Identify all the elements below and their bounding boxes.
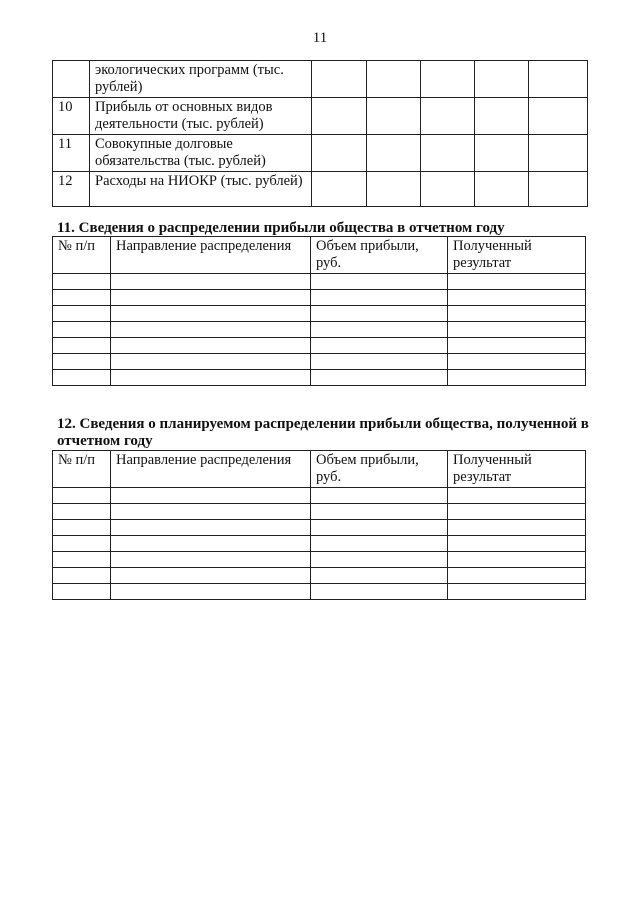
row-label: Прибыль от основных видов деятельности (тыс. рублей) xyxy=(90,98,312,135)
empty-cell xyxy=(111,290,311,306)
empty-cell xyxy=(111,520,311,536)
profit-distribution-table xyxy=(52,236,586,386)
planned-profit-distribution-table xyxy=(52,450,586,600)
empty-cell xyxy=(311,354,448,370)
col-header-result: Полученный результат xyxy=(448,237,586,274)
row-label: экологических программ (тыс. рублей) xyxy=(90,61,312,98)
table-row xyxy=(53,354,586,370)
value-cell xyxy=(529,135,588,172)
empty-cell xyxy=(448,520,586,536)
value-cell xyxy=(367,172,421,207)
page-number: 11 xyxy=(312,30,328,46)
empty-cell xyxy=(53,504,111,520)
table-row xyxy=(53,520,586,536)
empty-cell xyxy=(111,536,311,552)
empty-cell xyxy=(448,488,586,504)
section-12-title: 12. Сведения о планируемом распределении прибыли общества, полученной в отчетном году xyxy=(57,416,589,449)
empty-cell xyxy=(311,552,448,568)
value-cell xyxy=(312,98,367,135)
empty-cell xyxy=(111,274,311,290)
empty-cell xyxy=(448,552,586,568)
empty-cell xyxy=(448,338,586,354)
value-cell xyxy=(421,61,475,98)
empty-cell xyxy=(53,568,111,584)
empty-cell xyxy=(448,354,586,370)
empty-cell xyxy=(111,568,311,584)
empty-cell xyxy=(53,354,111,370)
empty-cell xyxy=(311,274,448,290)
table-row xyxy=(53,290,586,306)
empty-cell xyxy=(53,520,111,536)
value-cell xyxy=(529,98,588,135)
empty-cell xyxy=(53,370,111,386)
table-row xyxy=(53,306,586,322)
col-header-result: Полученный результат xyxy=(448,451,586,488)
empty-cell xyxy=(111,370,311,386)
empty-cell xyxy=(111,584,311,600)
empty-cell xyxy=(53,274,111,290)
empty-cell xyxy=(53,488,111,504)
empty-cell xyxy=(53,536,111,552)
empty-cell xyxy=(311,488,448,504)
empty-cell xyxy=(448,322,586,338)
value-cell xyxy=(312,172,367,207)
section-11-title: 11. Сведения о распределении прибыли общества в отчетном году xyxy=(57,220,505,236)
col-header-profit-volume: Объем прибыли, руб. xyxy=(311,237,448,274)
value-cell xyxy=(367,61,421,98)
empty-cell xyxy=(448,536,586,552)
table-row xyxy=(53,338,586,354)
empty-cell xyxy=(311,306,448,322)
table-row xyxy=(53,274,586,290)
empty-cell xyxy=(448,370,586,386)
empty-cell xyxy=(53,552,111,568)
empty-cell xyxy=(448,584,586,600)
empty-cell xyxy=(311,568,448,584)
table-row xyxy=(53,370,586,386)
table-row xyxy=(53,322,586,338)
empty-cell xyxy=(111,504,311,520)
table-row xyxy=(53,584,586,600)
table-row xyxy=(53,536,586,552)
empty-cell xyxy=(448,568,586,584)
empty-cell xyxy=(448,504,586,520)
empty-cell xyxy=(111,488,311,504)
empty-cell xyxy=(53,584,111,600)
empty-cell xyxy=(53,290,111,306)
value-cell xyxy=(475,135,529,172)
empty-cell xyxy=(311,584,448,600)
empty-cell xyxy=(311,536,448,552)
value-cell xyxy=(367,135,421,172)
table-row xyxy=(53,135,588,172)
row-number: 12 xyxy=(53,172,90,207)
value-cell xyxy=(475,98,529,135)
value-cell xyxy=(312,61,367,98)
empty-cell xyxy=(53,322,111,338)
value-cell xyxy=(421,98,475,135)
empty-cell xyxy=(311,322,448,338)
value-cell xyxy=(529,172,588,207)
empty-cell xyxy=(311,520,448,536)
empty-cell xyxy=(111,338,311,354)
indicators-table xyxy=(52,60,588,207)
empty-cell xyxy=(448,290,586,306)
row-label: Расходы на НИОКР (тыс. рублей) xyxy=(90,172,312,207)
value-cell xyxy=(421,172,475,207)
value-cell xyxy=(367,98,421,135)
empty-cell xyxy=(448,306,586,322)
empty-cell xyxy=(111,552,311,568)
table-row xyxy=(53,488,586,504)
empty-cell xyxy=(311,338,448,354)
value-cell xyxy=(529,61,588,98)
empty-cell xyxy=(448,274,586,290)
col-header-profit-volume: Объем прибыли, руб. xyxy=(311,451,448,488)
table-row xyxy=(53,61,588,98)
col-header-direction: Направление распределения xyxy=(111,237,311,274)
table-row xyxy=(53,552,586,568)
empty-cell xyxy=(111,354,311,370)
empty-cell xyxy=(311,370,448,386)
table-row xyxy=(53,172,588,207)
table-row xyxy=(53,568,586,584)
value-cell xyxy=(475,61,529,98)
empty-cell xyxy=(311,290,448,306)
row-label: Совокупные долговые обязательства (тыс. рублей) xyxy=(90,135,312,172)
col-header-number: № п/п xyxy=(53,237,111,274)
col-header-direction: Направление распределения xyxy=(111,451,311,488)
row-number: 11 xyxy=(53,135,90,172)
row-number xyxy=(53,61,90,98)
value-cell xyxy=(475,172,529,207)
row-number: 10 xyxy=(53,98,90,135)
value-cell xyxy=(421,135,475,172)
table-row xyxy=(53,98,588,135)
empty-cell xyxy=(111,322,311,338)
empty-cell xyxy=(53,306,111,322)
table-row xyxy=(53,504,586,520)
col-header-number: № п/п xyxy=(53,451,111,488)
empty-cell xyxy=(111,306,311,322)
value-cell xyxy=(312,135,367,172)
empty-cell xyxy=(53,338,111,354)
empty-cell xyxy=(311,504,448,520)
